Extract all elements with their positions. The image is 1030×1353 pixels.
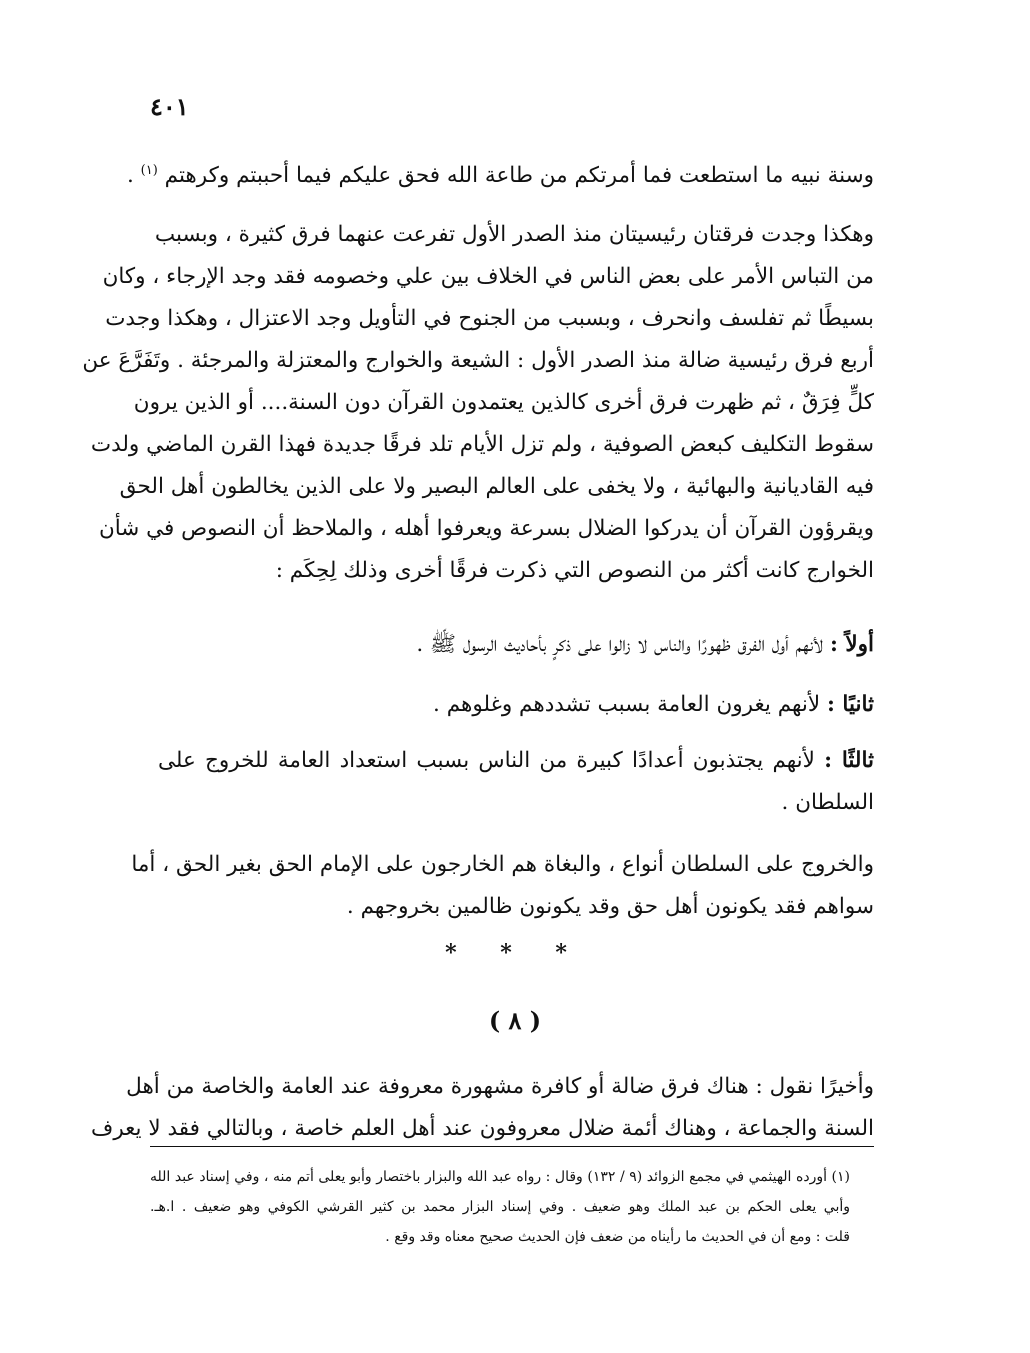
paragraph-line: فيه القاديانية والبهائية ، ولا يخفى على العالم البصير ولا على الذين يخالطون أهل الحق: [119, 474, 874, 499]
opening-line-end: .: [126, 163, 134, 189]
reason-lead: ثانيًا :: [827, 692, 874, 717]
footnotes: [150, 1162, 850, 1252]
footnote-line: وأبي يعلى الحكم بن عبد الملك وهو ضعيف . وفي إسناد البزار محمد بن كثير القرشي الكوفي وهو ضعيف . ا.هـ.: [150, 1199, 850, 1215]
final-paragraph: [91, 1066, 874, 1150]
footnote-line: (١) أورده الهيثمي في مجمع الزوائد (٩ / ١٣٢) وقال : رواه عبد الله والبزار باختصار وأبو يعلى أتم منه ، وفي إسناد عبد الله: [150, 1169, 850, 1185]
reason-first: [158, 624, 874, 666]
opening-paragraph: [126, 150, 874, 192]
paragraph-line: كلٍّ فِرَقٌ ، ثم ظهرت فرق أخرى كالذين يعتمدون القرآن دون السنة.... أو الذين يرون: [133, 390, 874, 415]
footnote-line: قلت : ومع أن في الحديث ما رأيناه من ضعف فإن الحديث صحيح معناه وقد وقع .: [385, 1229, 850, 1245]
reason-lead: أولاً :: [829, 632, 874, 657]
reason-line: [158, 740, 874, 782]
paragraph-line: أربع فرق رئيسية ضالة منذ الصدر الأول : الشيعة والخوارج والمعتزلة والمرجئة . وتَفَرَّعَ عن: [82, 348, 874, 373]
footnote-reference: (١): [140, 163, 158, 178]
sects-paragraph: [82, 214, 874, 592]
section-separator: * * *: [445, 940, 585, 966]
footnote-divider: [150, 1146, 874, 1147]
paragraph-line: السنة والجماعة ، وهناك أئمة ضلال معروفون عند أهل العلم خاصة ، وبالتالي فقد لا يعرف: [91, 1116, 874, 1141]
opening-line-text: وسنة نبيه ما استطعت فما أمرتكم من طاعة الله فحق عليكم فيما أحببتم وكرهتم: [164, 163, 874, 189]
reason-text: لأنهم يجتذبون أعدادًا كبيرة من الناس بسبب استعداد العامة للخروج على: [158, 748, 815, 773]
reason-third: [158, 740, 874, 824]
page-number: ٤٠١: [150, 92, 189, 121]
khuruj-paragraph: [131, 844, 874, 928]
reason-text: لأنهم أول الفرق ظهورًا والناس لا زالوا على ذكرٍ بأحاديث الرسول ﷺ .: [416, 632, 824, 657]
paragraph-line: وأخيرًا نقول : هناك فرق ضالة أو كافرة مشهورة معروفة عند العامة والخاصة من أهل: [126, 1074, 874, 1099]
reason-line: [158, 624, 874, 666]
paragraph-line: وهكذا وجدت فرقتان رئيسيتان منذ الصدر الأول تفرعت عنهما فرق كثيرة ، وبسبب: [154, 222, 874, 247]
paragraph-line: سواهم فقد يكونون أهل حق وقد يكونون ظالمين بخروجهم .: [346, 894, 874, 919]
reason-line: [158, 684, 874, 726]
opening-line: [126, 150, 874, 192]
reason-text: لأنهم يغرون العامة بسبب تشددهم وغلوهم .: [433, 692, 821, 717]
paragraph-line: من التباس الأمر على بعض الناس في الخلاف بين علي وخصومه فقد وجد الإرجاء ، وكان: [102, 264, 874, 289]
section-number: ( ٨ ): [488, 1006, 542, 1035]
paragraph-line: الخوارج كانت أكثر من النصوص التي ذكرت فرقًا أخرى وذلك لِحِكَم :: [275, 558, 874, 583]
paragraph-line: ويقرؤون القرآن أن يدركوا الضلال بسرعة ويعرفوا أهله ، والملاحظ أن النصوص في شأن: [98, 516, 874, 541]
reason-line: السلطان .: [781, 790, 874, 815]
reason-second: [158, 684, 874, 726]
reason-lead: ثالثًا :: [824, 748, 875, 773]
paragraph-line: سقوط التكليف كبعض الصوفية ، ولم تزل الأيام تلد فرقًا جديدة فهذا القرن الماضي ولدت: [90, 432, 874, 457]
paragraph-line: والخروج على السلطان أنواع ، والبغاة هم الخارجون على الإمام الحق بغير الحق ، أما: [131, 852, 874, 877]
paragraph-line: بسيطًا ثم تفلسف وانحرف ، وبسبب من الجنوح في التأويل وجد الاعتزال ، وهكذا وجدت: [105, 306, 874, 331]
